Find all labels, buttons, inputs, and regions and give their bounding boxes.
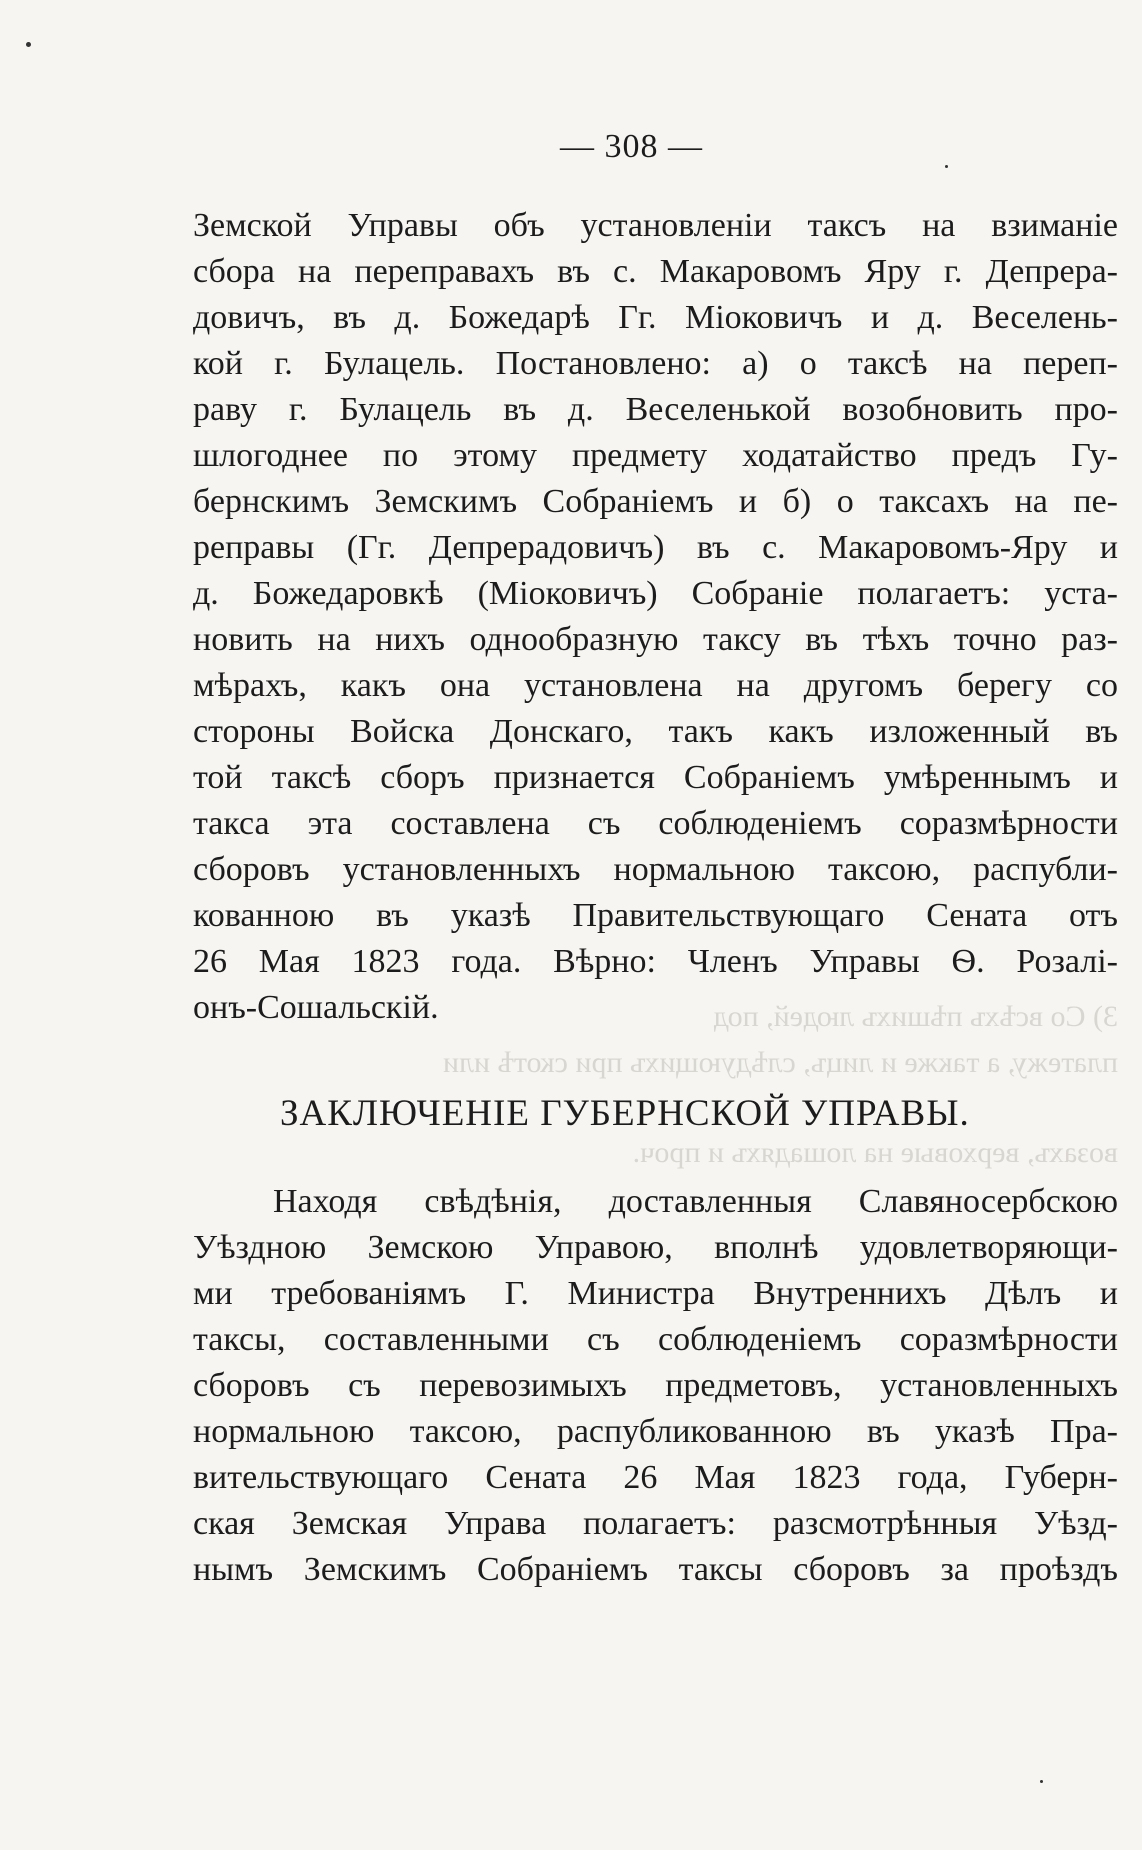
page-number: — 308 — xyxy=(560,128,703,165)
ink-speck xyxy=(26,42,31,47)
text-line: мѣрахъ, какъ она установлена на другомъ берегу со xyxy=(193,667,1118,704)
text-line: ская Земская Управа полагаетъ: разсмотрѣнныя Уѣзд- xyxy=(193,1505,1118,1542)
text-line: 26 Мая 1823 года. Вѣрно: Членъ Управы Ѳ. Розалі- xyxy=(193,943,1118,980)
text-line: нормальною таксою, распубликованною въ указѣ Пра- xyxy=(193,1413,1118,1450)
text-line: новить на нихъ однообразную таксу въ тѣхъ точно раз- xyxy=(193,621,1118,658)
text-line: д. Божедаровкѣ (Міоковичъ) Собраніе полагаетъ: уста- xyxy=(193,575,1118,612)
text-line: таксы, составленными съ соблюденіемъ соразмѣрности xyxy=(193,1321,1118,1358)
text-line: бернскимъ Земскимъ Собраніемъ и б) о таксахъ на пе- xyxy=(193,483,1118,520)
bleed-through-line: платежу, а также и лицъ, слѣдующихъ при скотѣ или xyxy=(442,1046,1118,1079)
text-line: Земской Управы объ установленіи таксъ на взиманіе xyxy=(193,207,1118,244)
text-line: кой г. Булацель. Постановлено: а) о таксѣ на переп- xyxy=(193,345,1118,382)
text-line: шлогоднее по этому предмету ходатайство предъ Гу- xyxy=(193,437,1118,474)
text-line: сборовъ съ перевозимыхъ предметовъ, установленныхъ xyxy=(193,1367,1118,1404)
ink-speck xyxy=(1040,1780,1043,1783)
text-line: такса эта составлена съ соблюденіемъ соразмѣрности xyxy=(193,805,1118,842)
section-heading: ЗАКЛЮЧЕНІЕ ГУБЕРНСКОЙ УПРАВЫ. xyxy=(280,1093,970,1134)
text-line: сбора на переправахъ въ с. Макаровомъ Яру г. Депрера- xyxy=(193,253,1118,290)
bleed-through-line: 3) Со всѣхъ пѣшихъ людей, под xyxy=(713,1000,1118,1033)
text-line: сборовъ установленныхъ нормальною таксою, распубли- xyxy=(193,851,1118,888)
text-line: Находя свѣдѣнія, доставленныя Славяносербскою xyxy=(273,1183,1118,1220)
bleed-through-text xyxy=(193,1046,1118,1080)
text-line: Уѣздною Земскою Управою, вполнѣ удовлетворяющи- xyxy=(193,1229,1118,1266)
text-line: онъ-Сошальскій. xyxy=(193,989,439,1026)
text-line: стороны Войска Донскаго, такъ какъ изложенный въ xyxy=(193,713,1118,750)
text-line: той таксѣ сборъ признается Собраніемъ умѣреннымъ и xyxy=(193,759,1118,796)
bleed-through-line: возахъ, верховые на лошадяхъ и проч. xyxy=(632,1136,1118,1169)
text-line: вительствующаго Сената 26 Мая 1823 года, Губерн- xyxy=(193,1459,1118,1496)
text-line: довичъ, въ д. Божедарѣ Гг. Міоковичъ и д. Веселень- xyxy=(193,299,1118,336)
text-line: ми требованіямъ Г. Министра Внутреннихъ Дѣлъ и xyxy=(193,1275,1118,1312)
ink-speck xyxy=(945,165,948,168)
text-line: кованною въ указѣ Правительствующаго Сената отъ xyxy=(193,897,1118,934)
text-line: раву г. Булацель въ д. Веселенькой возобновить про- xyxy=(193,391,1118,428)
text-line: реправы (Гг. Депрерадовичъ) въ с. Макаровомъ-Яру и xyxy=(193,529,1118,566)
bleed-through-text xyxy=(193,1136,1118,1170)
text-line: нымъ Земскимъ Собраніемъ таксы сборовъ за проѣздъ xyxy=(193,1551,1118,1588)
